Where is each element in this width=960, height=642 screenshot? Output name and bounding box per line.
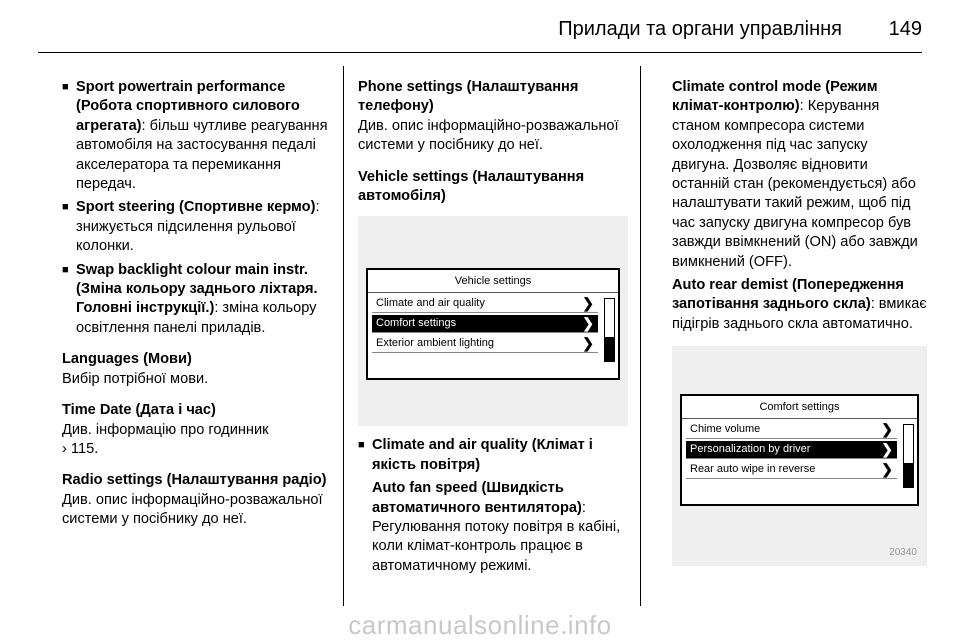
column-divider	[640, 66, 641, 606]
list-item	[62, 78, 332, 194]
column-3	[672, 78, 927, 566]
section-title: Climate control mode (Режим клімат-контролю)	[672, 79, 878, 115]
section-radio	[62, 471, 332, 529]
header-rule	[38, 52, 922, 53]
item-title: Sport powertrain performance (Робота спортивного силового агрегата)	[76, 79, 300, 134]
list-item	[62, 261, 332, 339]
column-divider	[343, 66, 344, 606]
item-text: : зміна кольору освітлення панелі приладів.	[76, 300, 317, 336]
item-subtitle: Auto fan speed (Швидкість автоматичного вентилятора)	[372, 480, 582, 516]
section-text: Див. опис інформаційно-розважальної системи у посібнику до неї.	[62, 491, 323, 528]
section-text: : Керування станом компресора системи охолодження під час запуску двигуна. Дозволяє відновити останній стан (рекомендується) або налаштувати такий режим, щоб під час запуску двигуна компресор був завжди ввімкнений (ON) або завжди вимкнений (OFF).	[672, 98, 918, 270]
scrollbar-thumb[interactable]	[605, 337, 614, 361]
menu-item-comfort[interactable]	[372, 315, 598, 333]
item-title: Sport steering (Спортивне кермо)	[76, 199, 316, 216]
section-title: Time Date (Дата і час)	[62, 402, 216, 419]
section-rear-demist	[672, 276, 927, 334]
section-title: Vehicle settings (Налаштування автомобіля)	[358, 168, 585, 205]
section-phone	[358, 78, 628, 156]
page-title: Прилади та органи управління	[558, 18, 842, 40]
vehicle-settings-figure	[358, 216, 628, 426]
scrollbar[interactable]	[903, 424, 914, 488]
item-title: Climate and air quality (Клімат і якість повітря)	[372, 437, 593, 473]
page-number: 149	[888, 18, 922, 40]
chevron-right-icon: ❯	[881, 441, 893, 458]
item-title: Swap backlight colour main instr. (Зміна кольору заднього ліхтаря. Головні інструкції.)	[76, 261, 318, 317]
section-text: : вмикає підігрів заднього скла автоматично.	[672, 296, 927, 332]
item-text: : Регулювання потоку повітря в кабіні, коли клімат-контроль працює в автоматичному режимі.	[372, 499, 621, 574]
chevron-right-icon: ❯	[582, 295, 594, 312]
item-text: : знижується підсилення рульової колонки.	[76, 199, 320, 255]
section-title: Phone settings (Налаштування телефону)	[358, 79, 579, 115]
vehicle-settings-screen	[366, 268, 620, 380]
menu-item-label: Rear auto wipe in reverse	[690, 463, 816, 476]
watermark: carmanualsonline.info	[348, 610, 612, 640]
chevron-right-icon: ❯	[881, 421, 893, 438]
comfort-settings-screen	[680, 394, 919, 506]
comfort-settings-figure	[672, 346, 927, 566]
menu-item-label: Climate and air quality	[376, 297, 485, 310]
list-item	[62, 198, 332, 256]
chevron-right-icon: ❯	[582, 335, 594, 352]
menu-item-exterior-lighting[interactable]	[372, 335, 598, 353]
menu-item-label: Exterior ambient lighting	[376, 337, 495, 350]
menu-item-climate[interactable]	[372, 295, 598, 313]
section-text: Див. інформацію про годинник	[62, 421, 269, 438]
section-time-date	[62, 401, 332, 459]
column-2	[358, 78, 628, 580]
chevron-right-icon: ❯	[881, 461, 893, 478]
chevron-right-icon: ❯	[582, 315, 594, 332]
column-1	[62, 78, 332, 542]
item-text: : більш чутливе реагування автомобіля на застосування педалі акселератора та перемикання передач.	[76, 117, 328, 193]
menu-item-rear-auto-wipe[interactable]	[686, 461, 897, 479]
section-title: Radio settings (Налаштування радіо)	[62, 472, 327, 489]
page-reference-link[interactable]: › 115.	[62, 441, 98, 457]
menu-item-label: Chime volume	[690, 423, 761, 436]
figure-id: 20340	[889, 546, 917, 558]
menu-item-label: Comfort settings	[376, 317, 457, 330]
scrollbar-thumb[interactable]	[904, 463, 913, 487]
menu-item-chime-volume[interactable]	[686, 421, 897, 439]
section-title: Auto rear demist (Попередження запотівання заднього скла)	[672, 277, 904, 313]
section-text: Вибір потрібної мови.	[62, 370, 209, 387]
page-header	[0, 16, 960, 46]
screen-title: Vehicle settings	[368, 270, 618, 293]
menu-item-personalization[interactable]	[686, 441, 897, 459]
menu-item-label: Personalization by driver	[690, 443, 811, 456]
section-climate-mode	[672, 78, 927, 272]
screen-title: Comfort settings	[682, 396, 917, 419]
scrollbar[interactable]	[604, 298, 615, 362]
section-languages	[62, 350, 332, 389]
section-text: Див. опис інформаційно-розважальної системи у посібнику до неї.	[358, 117, 619, 154]
list-item	[358, 436, 628, 576]
section-title: Languages (Мови)	[62, 351, 192, 368]
